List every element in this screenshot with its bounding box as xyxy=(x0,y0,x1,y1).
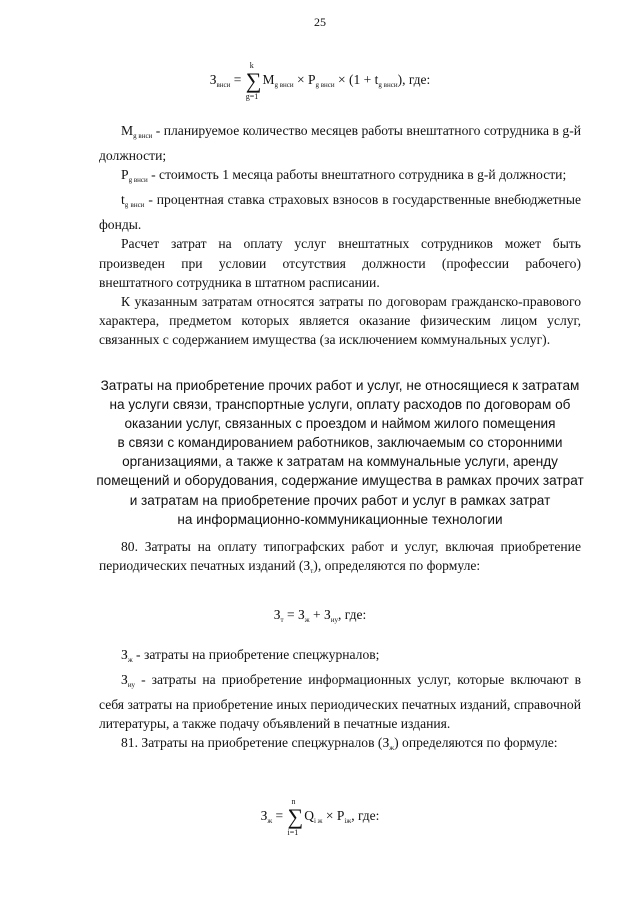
formula-journals: $З_ж$ = n ∑ i=1 $Q_{i ж} \times P_{iж}$, где: xyxy=(260,797,380,837)
section-heading: Затраты на приобретение прочих работ и услуг, не относящиеся к затратам на услуги связи, транспортные услуги, оплату расходов по договорам об оказании услуг, связанных с проездом и наймом жилого помещения в связи с командированием работников, заключаемым со сторонними организациями, а также к затратам на коммунальные услуги, аренду помещений и оборудования, содержание имущества в рамках прочих затрат и затратам на приобретение прочих работ и услуг в рамках затрат на информационно-коммуникационные технологии xyxy=(96,378,584,527)
sum-sign: n ∑ i=1 xyxy=(287,797,304,837)
definition-m: $M_{g внси}$ - планируемое количество месяцев работы внештатного сотрудника в g-й должности; xyxy=(99,123,582,164)
sum-sign: k ∑ g=1 xyxy=(245,61,262,101)
page-number: 25 xyxy=(314,15,326,29)
definition-p: $P_{g внси}$ - стоимость 1 месяца работы внештатного сотрудника в g-й должности; xyxy=(121,167,567,185)
definitions-block-2 xyxy=(99,645,581,758)
formula-symbol: З xyxy=(209,72,217,88)
definition-iu: $З_{иу}$ - затраты на приобретение информационных услуг, которые включают в себя затраты на приобретение иных периодических печатных изданий, справочной литературы, а также подачу объявлений в печатные издания. xyxy=(99,672,581,732)
paragraph-civil-contracts: К указанным затратам относятся затраты по договорам гражданско-правового характера, предметом которых является оказание физическим лицом услуг, связанных с содержанием имущества (за исключением коммунальных услуг). xyxy=(99,293,581,347)
definition-zh: $З_ж$ - затраты на приобретение спецжурналов; xyxy=(121,647,380,664)
paragraph-80: 80. Затраты на оплату типографских работ и услуг, включая приобретение периодических печатных изданий $(З_т)$, определяются по формуле: xyxy=(99,539,581,576)
paragraph-calculation: Расчет затрат на оплату услуг внештатных сотрудников может быть произведен при условии отсутствия должности (профессии рабочего) внештатного сотрудника в штатном расписании. xyxy=(99,236,581,290)
formula-outsourced-staff: $З_{внси}$ = k ∑ g=1 $M_{g внси} \times P_{g внси} \times (1 + t_{g внси})$, где: xyxy=(209,61,431,101)
paragraph-81: 81. Затраты на приобретение спецжурналов $(З_ж)$ определяются по формуле: xyxy=(121,735,558,753)
definitions-block-1 xyxy=(99,121,581,349)
definition-t: $t_{g внси}$ - процентная ставка страховых взносов в государственные внебюджетные фонды. xyxy=(99,192,581,233)
formula-printing: $З_т = З_ж + З_{иу}$, где: xyxy=(273,607,367,624)
